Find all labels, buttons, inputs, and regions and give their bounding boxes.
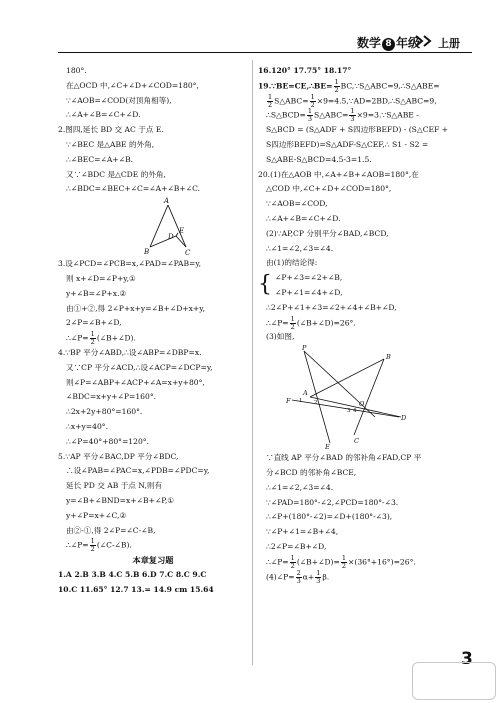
text-line: S△BCD = (S△ADF + S四边形BEFD) - (S△CEF + xyxy=(266,125,449,135)
text-line: ∵∠BEC 是△ABE 的外角, xyxy=(66,139,155,149)
text-line: ∵直线 AP 平分∠BAD 的邻补角∠FAD,CP 平 xyxy=(266,453,422,463)
text-line: 由②-①,得 2∠P=∠C-∠B, xyxy=(66,525,156,535)
figure-label: A xyxy=(303,389,308,398)
fraction xyxy=(267,94,273,109)
text: S△ABC= xyxy=(314,110,349,120)
header-subject xyxy=(357,34,420,51)
brace-glyph: { xyxy=(258,272,272,298)
review-answers-row: 10.C 11.65° 12.7 13.= 14.9 cm 15.64 xyxy=(58,584,214,594)
text-line: ∴∠P+(180°-∠2)=∠D+(180°-∠3), xyxy=(266,512,393,522)
text-line xyxy=(258,316,474,331)
text-line: 则∠P=∠ABP+∠ACP+∠A=x+y+80°, xyxy=(66,377,205,387)
text: (∠B+∠D). xyxy=(96,333,136,343)
angle-label: 1 xyxy=(299,398,303,405)
intersecting-lines-figure xyxy=(258,345,474,451)
text: 19.∵BE=CE,∴BE= xyxy=(258,81,333,91)
denominator: 2 xyxy=(90,545,95,554)
fraction xyxy=(310,94,316,109)
numerator: 1 xyxy=(310,92,315,101)
text: ×9=3.∵S△ABE - xyxy=(356,110,419,120)
numerator: 1 xyxy=(350,107,355,116)
text: (∠B+∠D)=26°. xyxy=(296,318,356,328)
text: ×(36°+16°)=26°. xyxy=(348,557,416,567)
figure-label: D xyxy=(401,414,407,423)
denominator: 2 xyxy=(90,338,95,347)
denominator: 2 xyxy=(268,100,273,109)
text-line: 延长 PD 交 AB 于点 N,则有 xyxy=(66,481,163,491)
text: BC,∵S△ABC=9,∴S△ABE= xyxy=(340,81,440,91)
numerator: 2 xyxy=(296,568,301,577)
angle-label: 4 xyxy=(353,408,357,415)
fraction xyxy=(296,570,302,585)
numerator: 1 xyxy=(90,330,95,339)
text: ∴∠P= xyxy=(266,557,289,567)
text: S△ABC= xyxy=(274,96,309,106)
denominator: 2 xyxy=(341,561,346,570)
right-column xyxy=(258,64,474,584)
text: ∴∠P= xyxy=(66,333,89,343)
numerator: 1 xyxy=(268,92,273,101)
review-answers-row: 1.A 2.B 3.B 4.C 5.B 6.D 7.C 8.C 9.C xyxy=(58,569,207,579)
text: (4)∠P= xyxy=(266,572,295,582)
header-rule xyxy=(58,52,472,53)
denominator: 2 xyxy=(290,322,295,331)
text-line: 由①+②,得 2∠P+x+y=∠B+∠D+x+y, xyxy=(66,303,205,313)
fraction xyxy=(290,555,296,570)
text-line xyxy=(58,331,248,346)
text-line: ∴2∠P+∠1+∠3=∠2+∠4+∠B+∠D, xyxy=(266,302,397,312)
denominator: 2 xyxy=(334,85,339,94)
text-line: (2)∵AP,CP 分别平分∠BAD,∠BCD, xyxy=(266,228,389,238)
text-line: ∴∠BDC=∠BEC+∠C=∠A+∠B+∠C. xyxy=(66,184,201,194)
subject-label: 数学 xyxy=(357,36,382,50)
text-line: ∴2x+2y+80°=160°. xyxy=(66,407,143,417)
fraction xyxy=(349,108,355,123)
text-line: y+∠P=x+∠C,② xyxy=(66,510,127,520)
fraction xyxy=(90,538,96,553)
watermark-logo xyxy=(412,662,496,700)
text-line: 又∵CP 平分∠ACD,∴设∠ACP=∠DCP=y, xyxy=(66,362,213,372)
text-line: y+∠B=∠P+x.② xyxy=(66,288,127,298)
text: α+ xyxy=(302,572,315,582)
text-line: ∵∠PAD=180°-∠2,∠PCD=180°-∠3. xyxy=(266,497,399,507)
figure-label: F xyxy=(286,397,291,406)
problem-20: 20.(1)在△AOB 中,∠A+∠B+∠AOB=180°,在 xyxy=(258,169,419,179)
text-line xyxy=(258,570,474,585)
text-line xyxy=(258,108,474,123)
text-line: ∵∠P+∠1=∠B+∠4, xyxy=(266,527,339,537)
equation-system xyxy=(258,271,474,301)
text-line: ∠P+∠1=∠4+∠D, xyxy=(275,287,343,297)
problem-3: 3.设∠PCD=∠PCB=x,∠PAD=∠PAB=y, xyxy=(58,259,202,269)
problem-2: 2.图四,延长 BD 交 AC 于点 E. xyxy=(58,125,164,135)
angle-label: 2 xyxy=(314,400,318,407)
text-line: ∴设∠PAB=∠PAC=x,∠PDB=∠PDC=y, xyxy=(66,466,210,476)
numerator: 1 xyxy=(90,537,95,546)
text-line: ∵∠AOB=∠COD, xyxy=(266,199,328,209)
text-line: 2∠P=∠B+∠D, xyxy=(66,318,122,328)
fraction xyxy=(334,79,340,94)
text-line: ∵∠AOB=∠COD(对顶角相等), xyxy=(66,95,172,105)
text: (∠B+∠D)= xyxy=(296,557,340,567)
figure-label: E xyxy=(325,443,330,452)
angle-label: 3 xyxy=(347,408,351,415)
text-line: ∠P+∠3=∠2+∠B, xyxy=(275,273,343,283)
text-line: ∴∠A+∠B=∠C+∠D. xyxy=(266,213,341,223)
numerator: 1 xyxy=(334,77,339,86)
text-line xyxy=(258,555,474,570)
figure-label: E xyxy=(179,227,185,236)
page-header xyxy=(0,32,500,52)
figure-label: O xyxy=(359,400,365,409)
text-line: S△ABE-S△BCD=4.5-3=1.5. xyxy=(266,154,372,164)
text: ∴∠P= xyxy=(266,318,289,328)
text-line: ∴∠A+∠B=∠C+∠D. xyxy=(66,110,141,120)
text-line: ∴∠P=40°+80°=120°. xyxy=(66,436,150,446)
header-volume: 上册 xyxy=(438,37,460,50)
text-line: (3)如图, xyxy=(266,332,295,342)
text-line: ∴x+y=40°. xyxy=(66,421,109,431)
text-line: △COD 中,∠C+∠D+∠COD=180°, xyxy=(266,184,392,194)
problem-4: 4.∵BP 平分∠ABD,∴设∠ABP=∠DBP=x. xyxy=(58,347,202,357)
text: ×9=4.5,∵AD=2BD,∴S△ABC=9, xyxy=(316,96,437,106)
figure-label: C xyxy=(185,249,191,258)
problem-5: 5.∵AP 平分∠BAC,DP 平分∠BDC, xyxy=(58,451,179,461)
text-line: ∴∠1=∠2,∠3=∠4. xyxy=(266,482,334,492)
text-line xyxy=(58,538,248,553)
text-line: 180°. xyxy=(66,66,87,75)
fraction xyxy=(341,555,347,570)
text-line: ∴∠1=∠2,∠3=∠4. xyxy=(266,243,334,253)
grade-suffix: 年级 xyxy=(396,36,421,50)
text: ∴∠P= xyxy=(66,540,89,550)
page-number: 3 xyxy=(461,649,473,669)
figure-label: B xyxy=(144,248,150,257)
figure-label: C xyxy=(354,437,359,446)
text-line: ∴∠BEC=∠A+∠B. xyxy=(66,154,134,164)
denominator: 3 xyxy=(307,115,312,124)
left-column xyxy=(58,64,248,598)
denominator: 3 xyxy=(316,576,321,585)
fraction xyxy=(307,108,313,123)
numerator: 1 xyxy=(316,568,321,577)
text-line: ∠BDC=x+y+∠P=160°. xyxy=(66,392,157,402)
text-line: 由(1)的结论得: xyxy=(266,258,318,268)
numerator: 1 xyxy=(341,553,346,562)
problem-19 xyxy=(258,79,474,94)
text: β. xyxy=(322,572,330,582)
figure-label: A xyxy=(164,197,170,206)
denominator: 2 xyxy=(310,100,315,109)
denominator: 2 xyxy=(290,561,295,570)
denominator: 3 xyxy=(350,115,355,124)
review-title: 本章复习题 xyxy=(132,555,174,566)
text: (∠C-∠B). xyxy=(96,540,132,550)
text-line: ∴2∠P=∠B+∠D, xyxy=(266,541,327,551)
text-line: y=∠B+∠BND=x+∠B+∠P,① xyxy=(66,495,175,505)
numerator: 1 xyxy=(307,107,312,116)
text-line: 又∵∠BDC 是△CDE 的外角, xyxy=(66,169,166,179)
text-line: 则 x+∠D=∠P+y,① xyxy=(66,273,136,283)
text-line: 分∠BCD 的邻补角∠BCE, xyxy=(266,467,357,477)
fraction xyxy=(290,316,296,331)
denominator: 3 xyxy=(296,576,301,585)
triangle-figure xyxy=(58,197,248,257)
text-line: S四边形BEFD)=S△ADF-S△CEF,∴ S1 - S2 = xyxy=(266,139,429,149)
text-line xyxy=(258,94,474,109)
numerator: 1 xyxy=(290,314,295,323)
grade-badge: 8 xyxy=(382,38,395,51)
figure-label: B xyxy=(386,353,391,362)
fraction xyxy=(90,331,96,346)
text: ∴S△BCD= xyxy=(266,110,306,120)
figure-label: P xyxy=(302,345,307,353)
chevron-right-icon xyxy=(415,35,435,47)
text-line: 在△OCD 中,∠C+∠D+∠COD=180°, xyxy=(66,80,199,90)
numerator: 1 xyxy=(290,553,295,562)
figure-label: D xyxy=(168,233,174,242)
fraction xyxy=(315,570,321,585)
column-divider xyxy=(252,60,253,665)
answers-16-18: 16.120° 17.75° 18.17° xyxy=(258,66,352,75)
